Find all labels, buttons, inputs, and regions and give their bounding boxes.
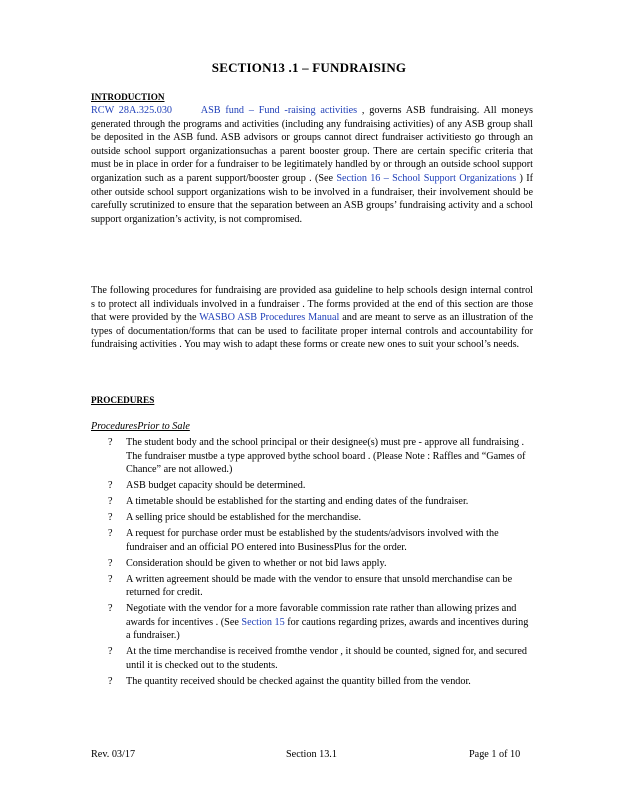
introduction-paragraph-1 [91, 104, 533, 226]
bullet-glyph: ? [108, 603, 113, 615]
list-item: ? Negotiate with the vendor for a more favorable commission rate rather than allowing prizes and awards for incentives . (See Section 15 for cautions regarding prizes, awards and incentives during a fundraiser.) [108, 603, 529, 642]
bullet-glyph: ? [108, 496, 113, 508]
introduction-heading: INTRODUCTION [91, 92, 165, 102]
procedures-heading: PROCEDURES [91, 395, 155, 405]
bullet-glyph: ? [108, 646, 113, 658]
section-16-link[interactable]: Section 16 – School Support Organizations [336, 172, 517, 184]
list-item: ? At the time merchandise is received fromthe vendor , it should be counted, signed for, and secured until it is checked out to the students. [108, 646, 528, 672]
footer-section: Section 13.1 [286, 749, 337, 760]
list-item: ? ASB budget capacity should be determined. [108, 480, 306, 492]
intro-text-3: The following procedures for fundraising are provided asa guideline to help schools design internal control s to protect all individuals involved in a fundraiser . The forms provided at the end of this section are those that were provided by the [91, 285, 533, 324]
bullet-glyph: ? [108, 512, 113, 524]
list-item: ? The quantity received should be checked against the quantity billed from the vendor. [108, 676, 471, 688]
bullet-glyph: ? [108, 573, 113, 585]
list-item: ? A written agreement should be made with the vendor to ensure that unsold merchandise can be returned for credit. [108, 573, 513, 599]
list-item: ? A selling price should be established for the merchandise. [108, 512, 362, 524]
list-item: ? The student body and the school principal or their designee(s) must pre - approve all fundraising . The fundraiser mustbe a type approved bythe school board . (Please Note : Raffles and “Games of Chance” are not allowed.) [108, 437, 526, 476]
procedures-subheading: ProceduresPrior to Sale [91, 421, 190, 432]
list-item: ? A timetable should be established for the starting and ending dates of the fundraiser. [108, 496, 469, 508]
list-item: ? Consideration should be given to whether or not bid laws apply. [108, 557, 387, 569]
bullet-glyph: ? [108, 437, 113, 448]
list-item: ? A request for purchase order must be established by the students/advisors involved with the fundraiser and an official PO entered into BusinessPlus for the order. [108, 528, 499, 553]
introduction-paragraph-2 [91, 284, 533, 352]
bullet-glyph: ? [108, 557, 113, 569]
intro-text-4: and are meant to serve as an illustration of the types of documentation/forms that can be used to facilitate proper internal controls and accountability for fundraising activities . You may wish to adapt these forms or create new ones to suit your school’s needs. [91, 312, 534, 351]
bullet-glyph: ? [108, 480, 113, 492]
intro-text-2: ) If other outside school support organizations wish to be involved in a fundraiser, their involvement should be carefully scrutinized to ensure that the separation between an ASB groups’ fundraising activity and a school support organization’s activity, is not compromised. [91, 172, 533, 225]
bullet-glyph: ? [108, 676, 113, 688]
asb-fund-link[interactable]: ASB fund – Fund -raising activities [200, 105, 358, 116]
section-15-link[interactable]: Section 15 [241, 616, 285, 628]
procedures-list [108, 436, 530, 691]
wasbo-manual-link[interactable]: WASBO ASB Procedures Manual [199, 312, 340, 324]
intro-text-1: , governs ASB fundraising. All moneys generated through the programs and activities (including any fundraising activities) of any ASB group shall be deposited in the ASB fund. ASB advisors or groups cannot direct fundraiser activitiesto go through an outside school support organizationsuchas a parent booster group. There are certain specific criteria that must be in place in order for a fundraiser to be legitimately handled by or through an outside school support organization such as a parent support/booster group . (See [91, 105, 533, 184]
rcw-link[interactable]: RCW 28A.325.030 [91, 105, 173, 116]
footer-revision: Rev. 03/17 [91, 749, 136, 760]
bullet-glyph: ? [108, 528, 113, 540]
page-title: SECTION13 .1 – FUNDRAISING [211, 60, 407, 75]
footer-page-number: Page 1 of 10 [469, 749, 521, 760]
